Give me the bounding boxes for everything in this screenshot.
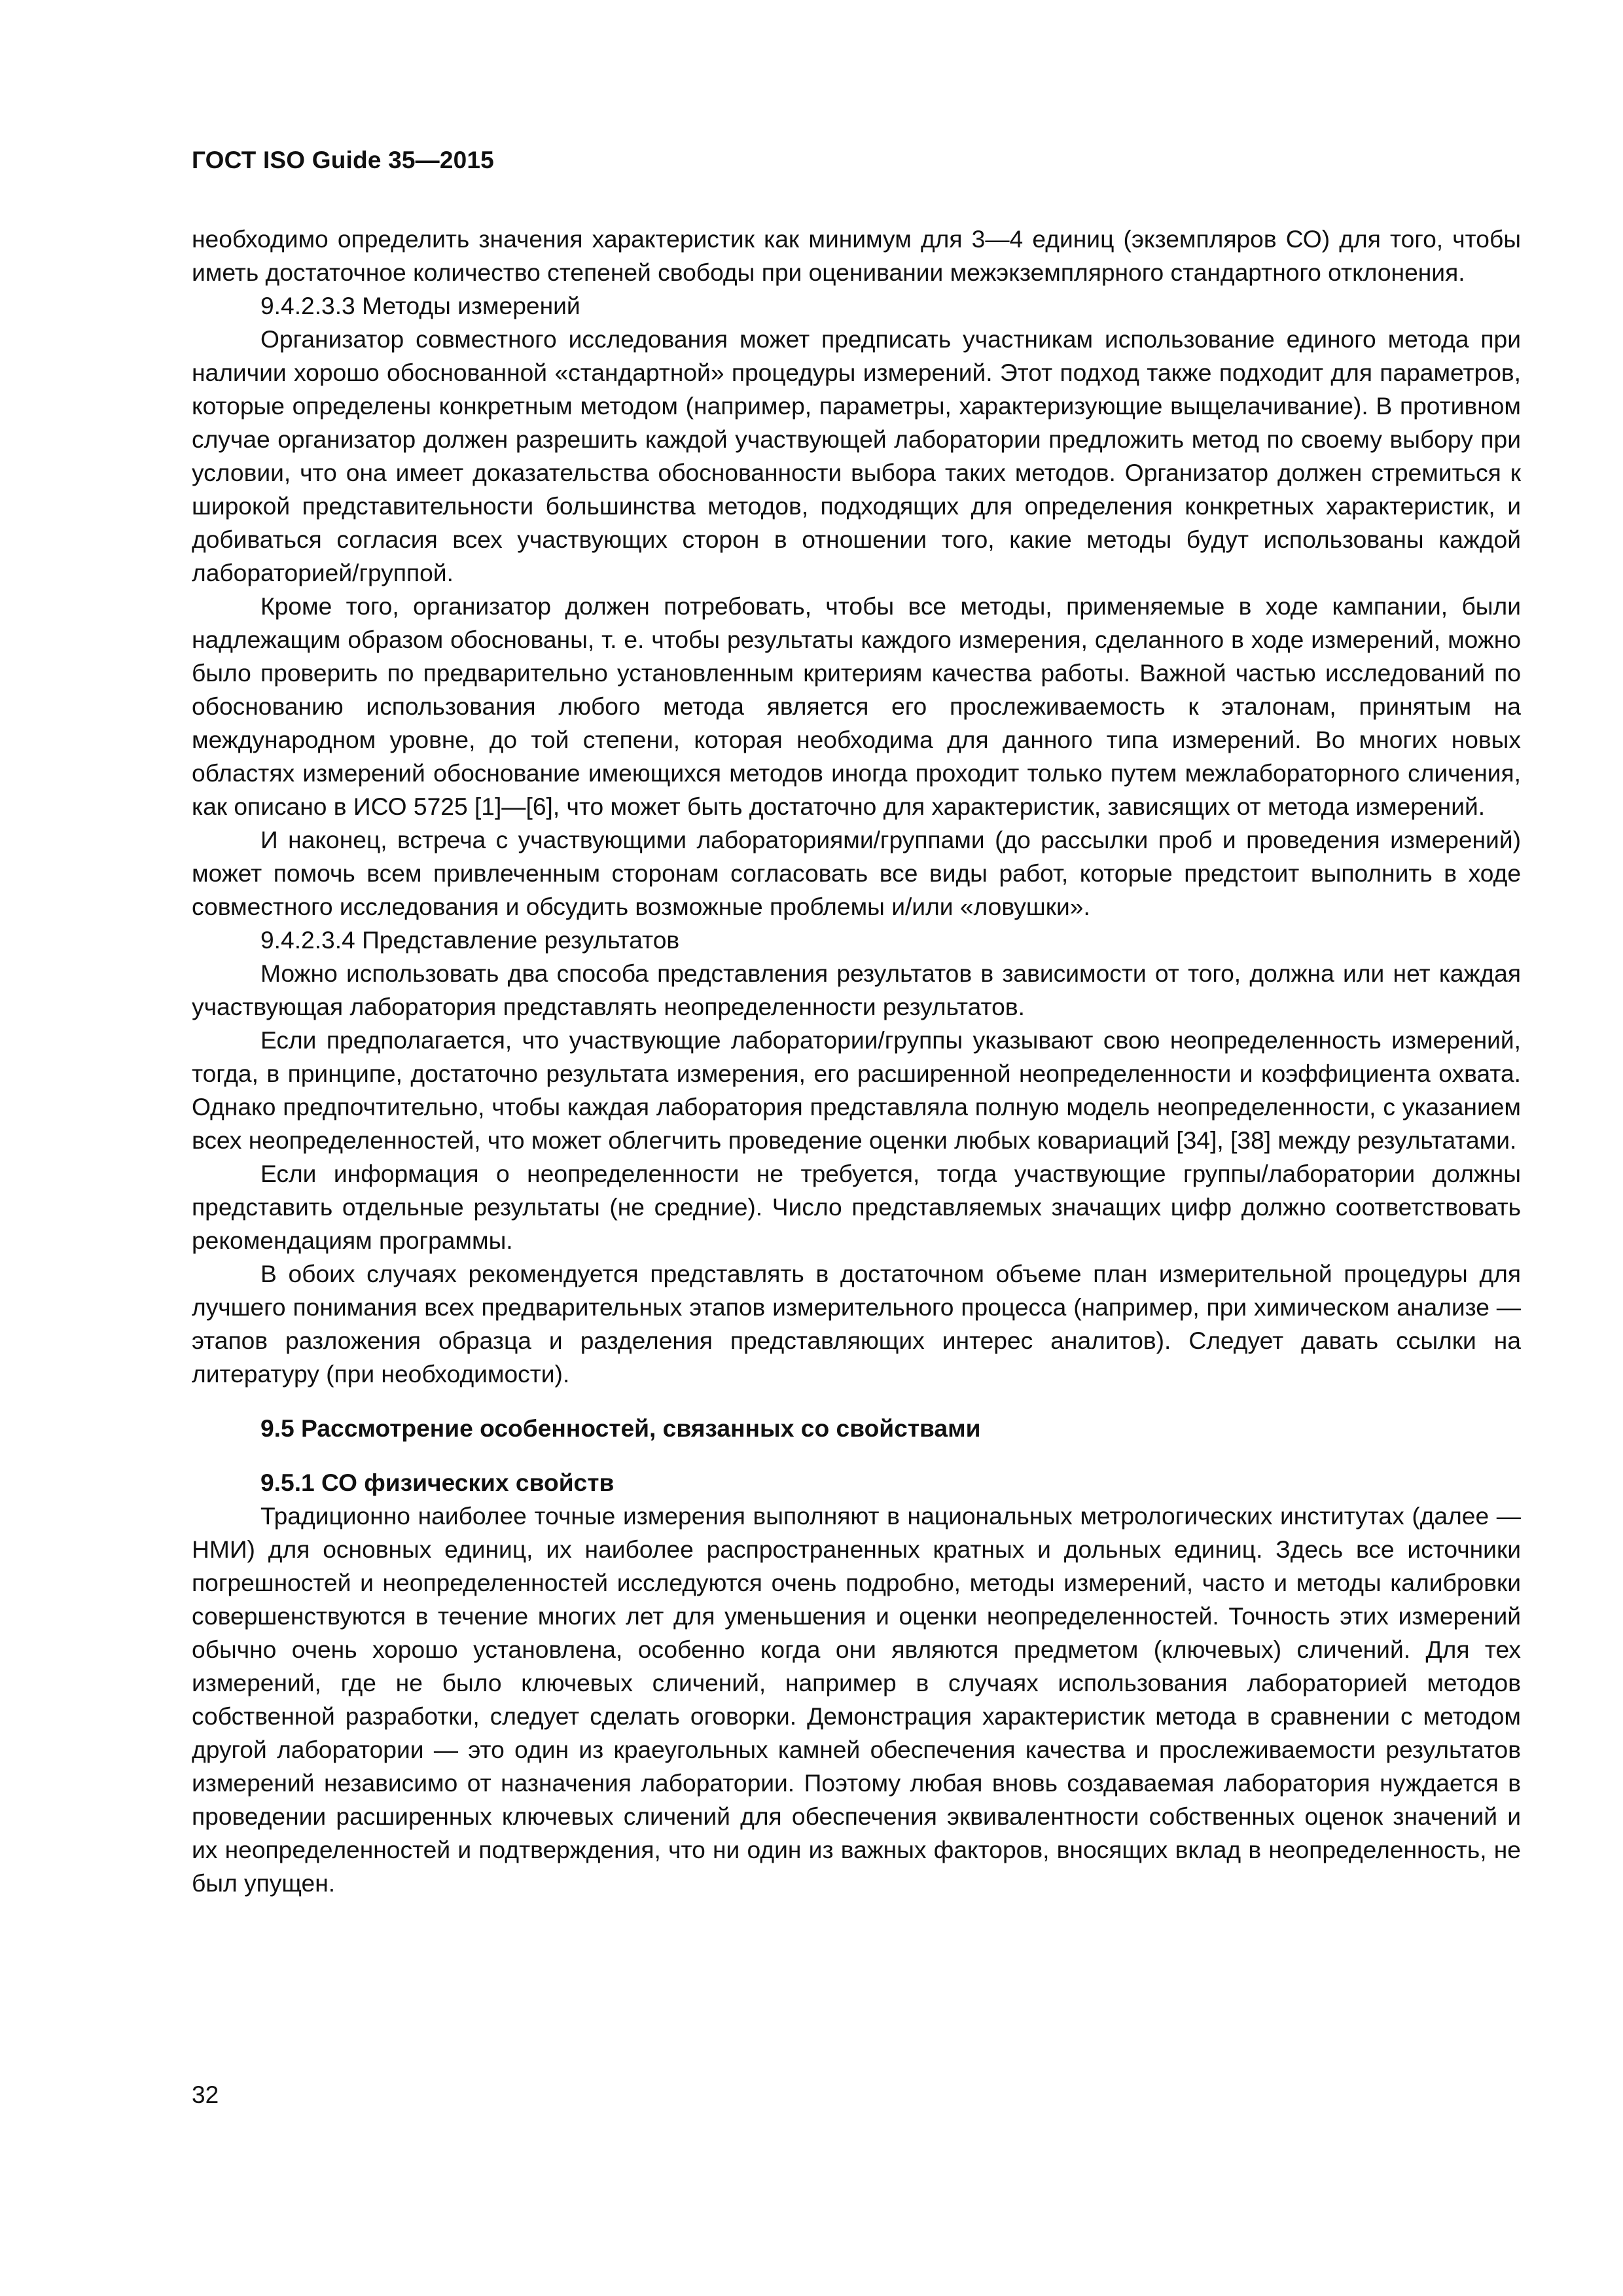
section-heading-9-5: 9.5 Рассмотрение особенностей, связанных со свойствами <box>260 1414 981 1442</box>
subsection-heading-9-4-2-3-4: 9.4.2.3.4 Представление результатов <box>260 926 680 954</box>
paragraph: В обоих случаях рекомендуется представлять в достаточном объеме план измерительной процедуры для лучшего понимания всех предварительных этапов измерительного процесса (например, при химическом анализе — этапов разложения образца и разделения представляющих интерес аналитов). Следует давать ссылки на литературу (при необходимости). <box>192 1260 1521 1388</box>
subsection-heading-9-4-2-3-3: 9.4.2.3.3 Методы измерений <box>260 292 580 319</box>
paragraph: Можно использовать два способа представления результатов в зависимости от того, должна или нет каждая участвующая лаборатория представлять неопределенности результатов. <box>192 960 1521 1020</box>
paragraph: Если предполагается, что участвующие лаборатории/группы указывают свою неопределенность измерений, тогда, в принципе, достаточно результата измерения, его расширенной неопределенности и коэффициента охвата. Однако предпочтительно, чтобы каждая лаборатория представляла полную модель неопределенности, с указанием всех неопределенностей, что может облегчить проведение оценки любых ковариаций [34], [38] между результатами. <box>192 1026 1521 1154</box>
page-number: 32 <box>192 2081 219 2108</box>
paragraph-continuation: необходимо определить значения характеристик как минимум для 3—4 единиц (экземпляров СО) для того, чтобы иметь достаточное количество степеней свободы при оценивании межэкземплярного стандартного отклонения. <box>192 225 1521 286</box>
document-body <box>192 223 1521 1900</box>
document-page <box>192 0 1521 2296</box>
paragraph: Организатор совместного исследования может предписать участникам использование единого метода при наличии хорошо обоснованной «стандартной» процедуры измерений. Этот подход также подходит для параметров, которые определены конкретным методом (например, параметры, характеризующие выщелачивание). В противном случае организатор должен разрешить каждой участвующей лаборатории предложить метод по своему выбору при условии, что она имеет доказательства обоснованности выбора таких методов. Организатор должен стремиться к широкой представительности большинства методов, подходящих для определения конкретных характеристик, и добиваться согласия всех участвующих сторон в отношении того, какие методы будут использованы каждой лабораторией/группой. <box>192 325 1521 586</box>
section-heading-9-5-1: 9.5.1 СО физических свойств <box>260 1469 615 1496</box>
paragraph: Традиционно наиболее точные измерения выполняют в национальных метрологических институтах (далее — НМИ) для основных единиц, их наиболее распространенных кратных и дольных единиц. Здесь все источники погрешностей и неопределенностей исследуются очень подробно, методы измерений, часто и методы калибровки совершенствуются в течение многих лет для уменьшения и оценки неопределенностей. Точность этих измерений обычно очень хорошо установлена, особенно когда они являются предметом (ключевых) сличений. Для тех измерений, где не было ключевых сличений, например в случаях использования лабораторией методов собственной разработки, следует сделать оговорки. Демонстрация характеристик метода в сравнении с методом другой лаборатории — это один из краеугольных камней обеспечения качества и прослеживаемости результатов измерений независимо от назначения лаборатории. Поэтому любая вновь создаваемая лаборатория нуждается в проведении расширенных ключевых сличений для обеспечения эквивалентности собственных оценок значений и их неопределенностей и подтверждения, что ни один из важных факторов, вносящих вклад в неопределенность, не был упущен. <box>192 1502 1521 1897</box>
paragraph: И наконец, встреча с участвующими лабораториями/группами (до рассылки проб и проведения измерений) может помочь всем привлеченным сторонам согласовать все виды работ, которые предстоит выполнить в ходе совместного исследования и обсудить возможные проблемы и/или «ловушки». <box>192 826 1521 920</box>
paragraph: Кроме того, организатор должен потребовать, чтобы все методы, применяемые в ходе кампании, были надлежащим образом обоснованы, т. е. чтобы результаты каждого измерения, сделанного в ходе измерений, можно было проверить по предварительно установленным критериям качества работы. Важной частью исследований по обоснованию использования любого метода является его прослеживаемость к эталонам, принятым на международном уровне, до той степени, которая необходима для данного типа измерений. Во многих новых областях измерений обоснование имеющихся методов иногда проходит только путем межлабораторного сличения, как описано в ИСО 5725 [1]—[6], что может быть достаточно для характеристик, зависящих от метода измерений. <box>192 592 1521 820</box>
document-header: ГОСТ ISO Guide 35—2015 <box>192 147 494 173</box>
paragraph: Если информация о неопределенности не требуется, тогда участвующие группы/лаборатории должны представить отдельные результаты (не средние). Число представляемых значащих цифр должно соответствовать рекомендациям программы. <box>192 1160 1521 1254</box>
